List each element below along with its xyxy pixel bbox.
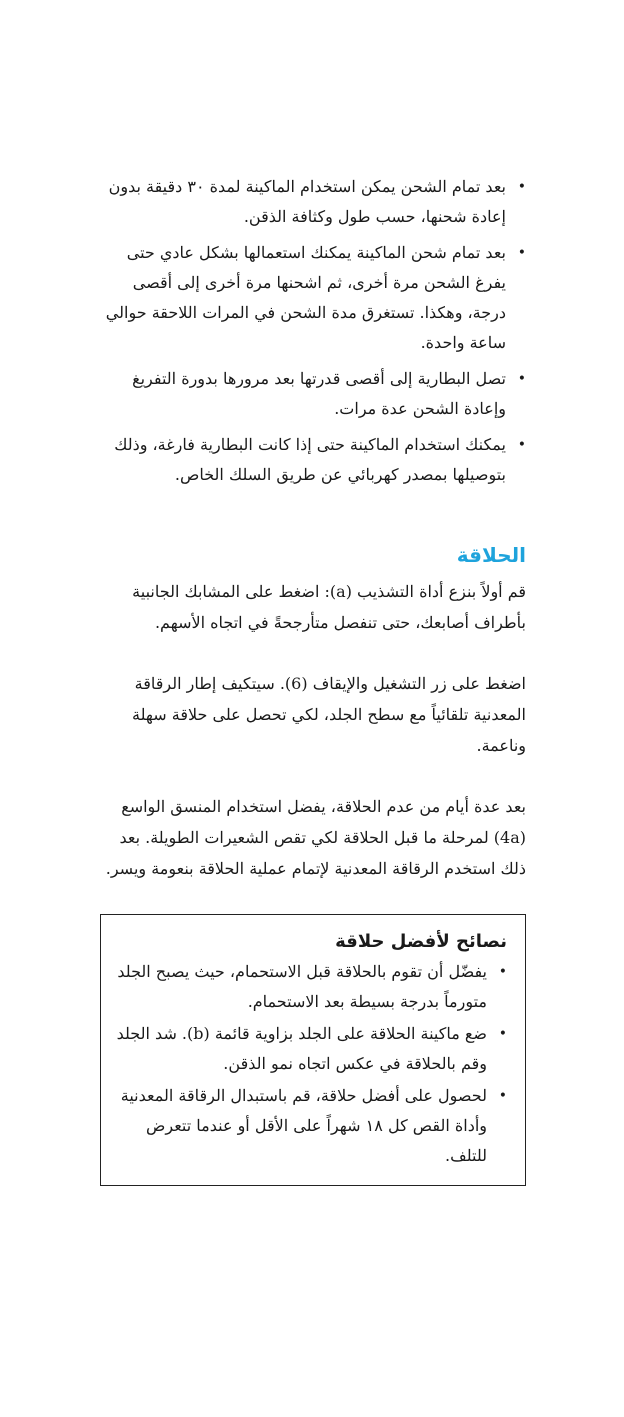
list-item	[115, 957, 507, 1017]
bullet-text: تصل البطارية إلى أقصى قدرتها بعد مرورها بدورة التفريغ وإعادة الشحن عدة مرات.	[132, 369, 506, 418]
battery-bullet-list	[100, 172, 526, 490]
bullet-icon: •	[517, 371, 526, 387]
list-item	[115, 1081, 507, 1171]
list-item	[100, 430, 526, 490]
tips-box	[100, 914, 526, 1186]
list-item	[100, 238, 526, 358]
bullet-icon: •	[498, 1026, 507, 1042]
tip-text: لحصول على أفضل حلاقة، قم باستبدال الرقاقة المعدنية وأداة القص كل ١٨ شهراً على الأقل أو عندما تتعرض للتلف.	[120, 1086, 487, 1165]
bullet-text: بعد تمام الشحن يمكن استخدام الماكينة لمدة ٣٠ دقيقة بدون إعادة شحنها، حسب طول وكثافة الذقن.	[108, 177, 506, 226]
bullet-text: يمكنك استخدام الماكينة حتى إذا كانت البطارية فارغة، وذلك بتوصيلها بمصدر كهربائي عن طريق السلك الخاص.	[114, 435, 506, 484]
tip-text: ضع ماكينة الحلاقة على الجلد بزاوية قائمة (b). شد الجلد وقم بالحلاقة في عكس اتجاه نمو الذقن.	[116, 1024, 487, 1073]
bullet-icon: •	[517, 179, 526, 195]
list-item	[100, 364, 526, 424]
list-item	[115, 1019, 507, 1079]
bullet-text: بعد تمام شحن الماكينة يمكنك استعمالها بشكل عادي حتى يفرغ الشحن مرة أخرى، ثم اشحنها مرة أخرى إلى أقصى درجة، وهكذا. تستغرق مدة الشحن في المرات اللاحقة حوالي ساعة واحدة.	[105, 243, 506, 352]
paragraph-remove-trimmer: قم أولاً بنزع أداة التشذيب (a): اضغط على المشابك الجانبية بأطراف أصابعك، حتى تنفصل متأرجحةً في اتجاه الأسهم.	[132, 582, 526, 632]
paragraph-pre-shave: بعد عدة أيام من عدم الحلاقة، يفضل استخدام المنسق الواسع (4a) لمرحلة ما قبل الحلاقة لكي تقص الشعيرات الطويلة. بعد ذلك استخدم الرقاقة المعدنية لإتمام عملية الحلاقة بنعومة ويسر.	[105, 797, 526, 878]
bullet-icon: •	[517, 437, 526, 453]
bullet-icon: •	[517, 245, 526, 261]
section-title-shaving: الحلاقة	[456, 543, 526, 567]
tips-title: نصائح لأفضل حلاقة	[335, 931, 507, 952]
list-item	[100, 172, 526, 232]
bullet-icon: •	[498, 1088, 507, 1104]
bullet-icon: •	[498, 964, 507, 980]
manual-page	[100, 172, 526, 1186]
paragraph-power-button: اضغط على زر التشغيل والإيقاف (6). سيتكيف إطار الرقاقة المعدنية تلقائياً مع سطح الجلد، لكي تحصل على حلاقة سهلة وناعمة.	[132, 674, 526, 755]
tips-list	[115, 957, 507, 1171]
tip-text: يفضّل أن تقوم بالحلاقة قبل الاستحمام، حيث يصبح الجلد متورماً بدرجة بسيطة بعد الاستحمام.	[117, 962, 487, 1011]
